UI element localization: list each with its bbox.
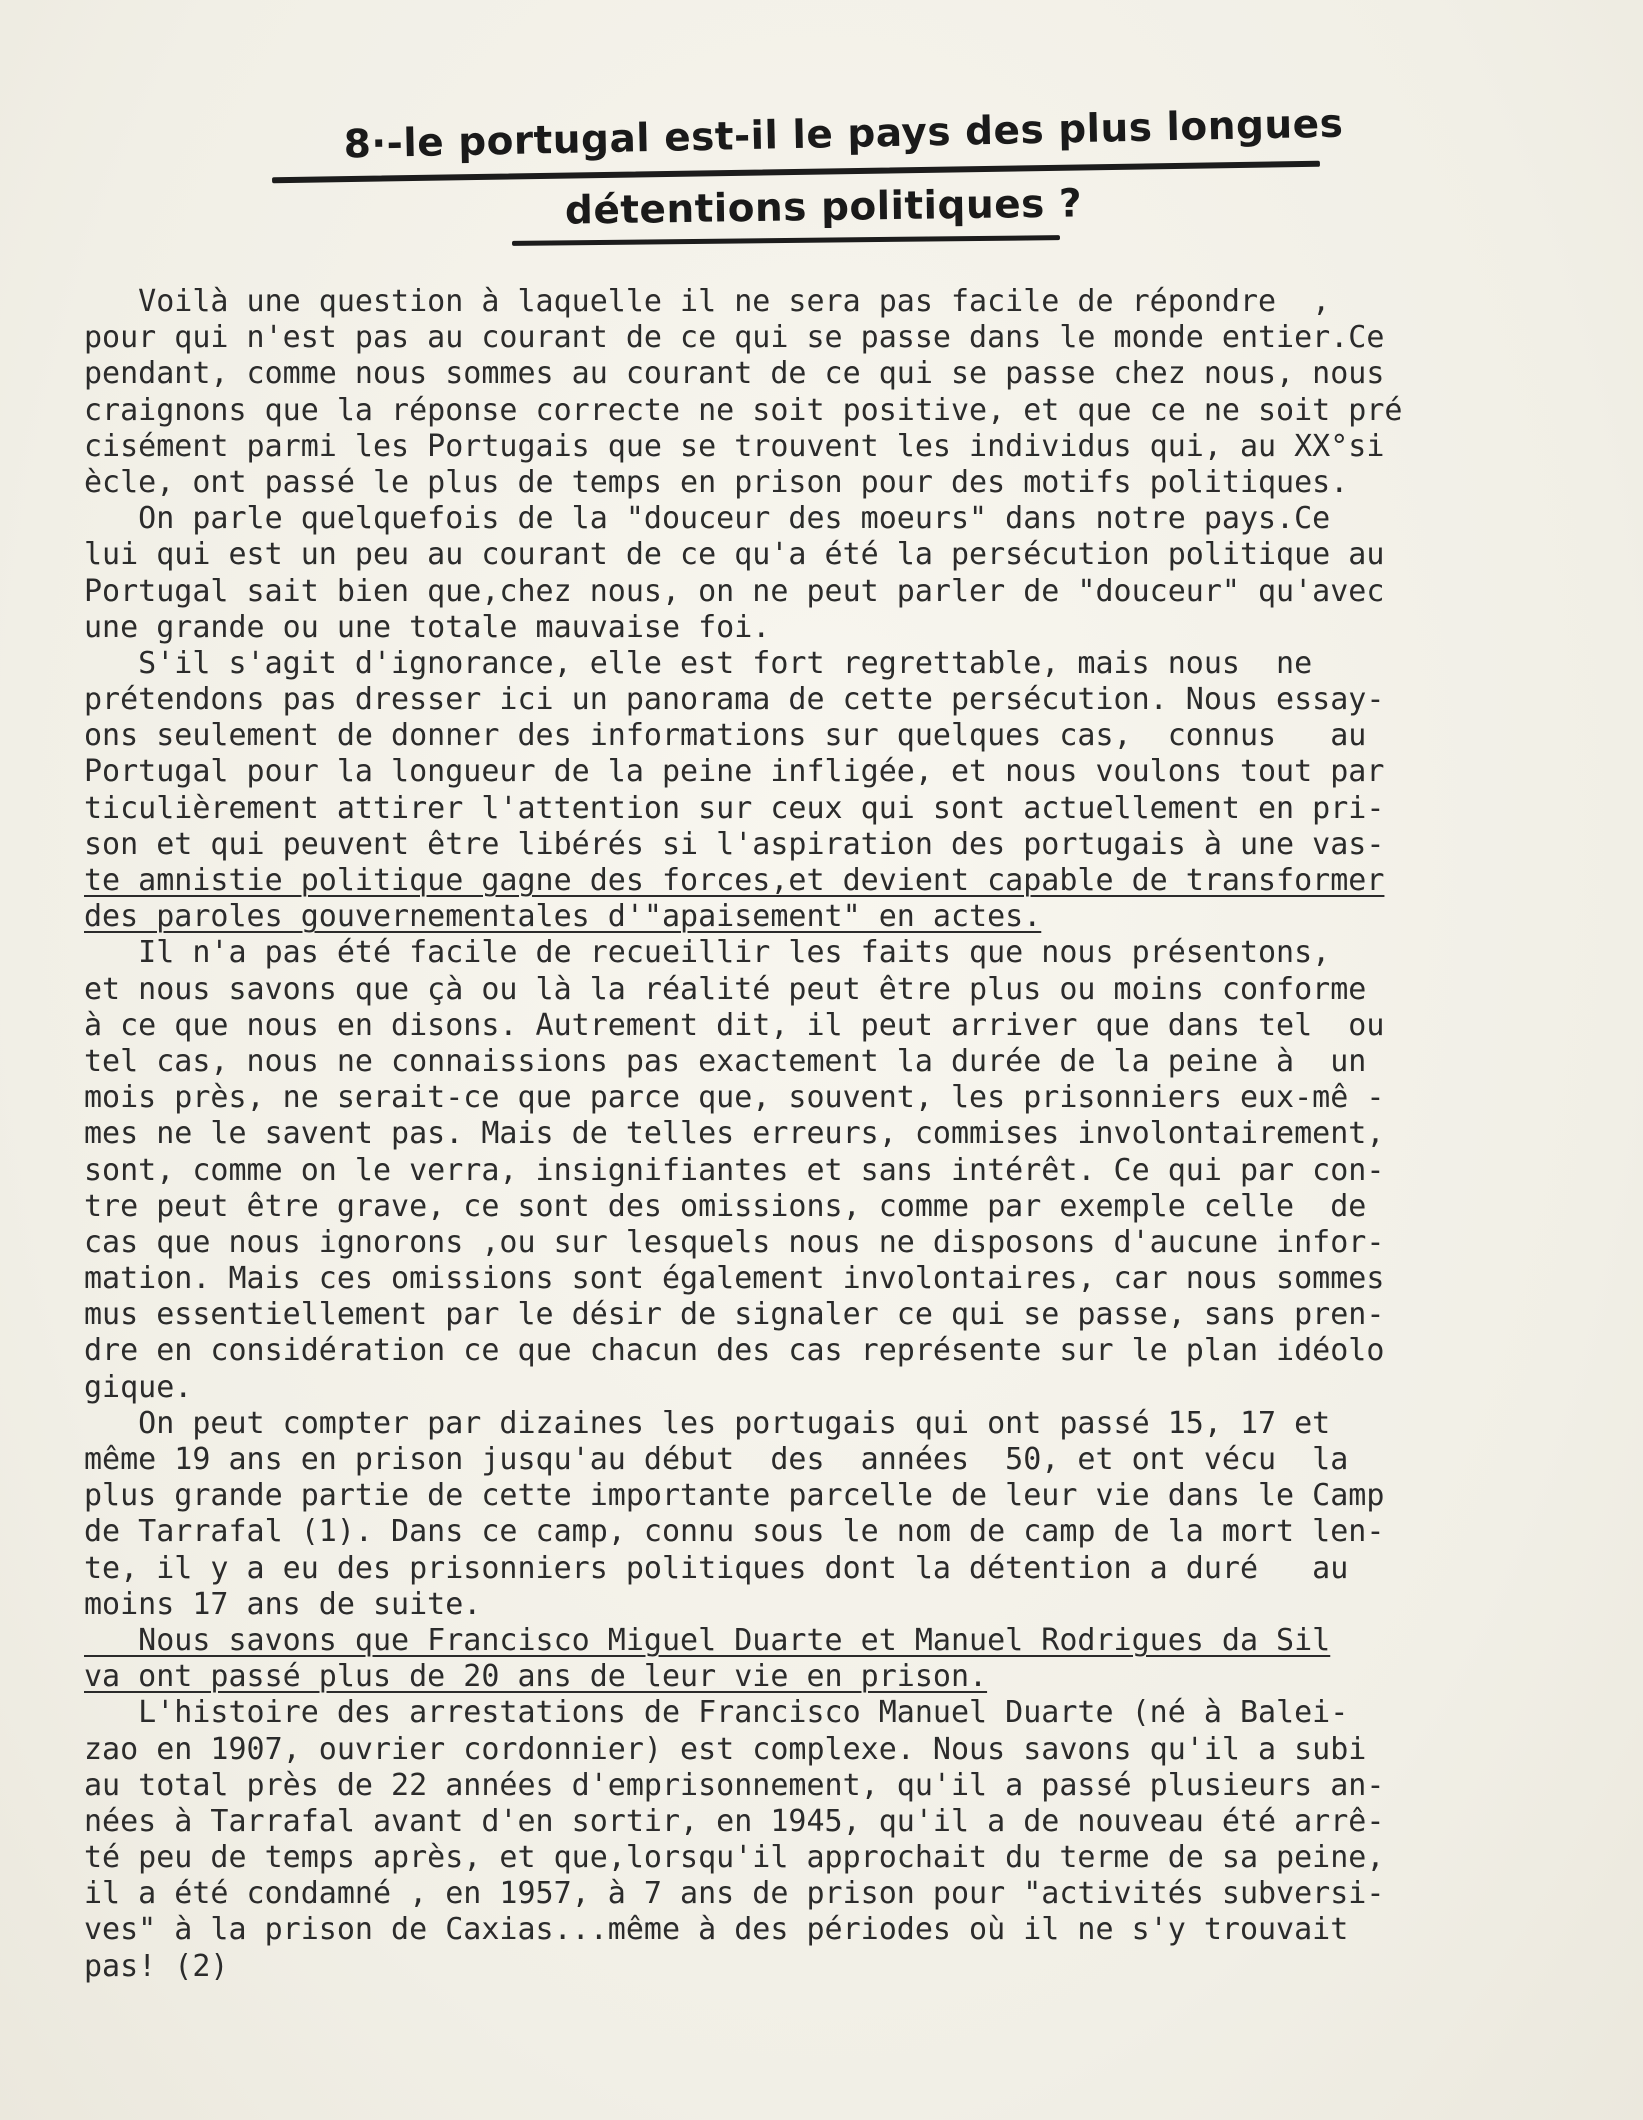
text-line-underlined: des paroles gouvernementales d'"apaisement" en actes. (84, 899, 1042, 935)
text-line: L'histoire des arrestations de Francisco Manuel Duarte (né à Balei- (84, 1695, 1349, 1731)
text-line: On peut compter par dizaines les portugais qui ont passé 15, 17 et (84, 1405, 1331, 1441)
text-line: S'il s'agit d'ignorance, elle est fort regrettable, mais nous ne (84, 645, 1313, 681)
text-line: ves" à la prison de Caxias...même à des périodes où il ne s'y trouvait (84, 1912, 1349, 1948)
text-line: mois près, ne serait-ce que parce que, souvent, les prisonniers eux-mê - (84, 1080, 1385, 1116)
text-line: tel cas, nous ne connaissions pas exactement la durée de la peine à un (84, 1043, 1367, 1079)
text-line: il a été condamné , en 1957, à 7 ans de prison pour "activités subversi- (84, 1876, 1385, 1912)
text-line: ècle, ont passé le plus de temps en prison pour des motifs politiques. (84, 464, 1349, 500)
text-line: craignons que la réponse correcte ne soit positive, et que ce ne soit pré (84, 392, 1403, 428)
text-line: même 19 ans en prison jusqu'au début des années 50, et ont vécu la (84, 1442, 1349, 1477)
text-line: mus essentiellement par le désir de signaler ce qui se passe, sans pren- (84, 1297, 1385, 1333)
body-text (84, 284, 1554, 1985)
text-line: Il n'a pas été facile de recueillir les faits que nous présentons, (84, 935, 1331, 971)
text-line: Portugal pour la longueur de la peine infligée, et nous voulons tout par (84, 754, 1385, 790)
text-line: au total près de 22 années d'emprisonnement, qu'il a passé plusieurs an- (84, 1767, 1385, 1803)
text-line: zao en 1907, ouvrier cordonnier) est complexe. Nous savons qu'il a subi (84, 1731, 1367, 1767)
text-line: une grande ou une totale mauvaise foi. (84, 609, 771, 645)
text-line: ons seulement de donner des informations sur quelques cas, connus au (84, 718, 1367, 754)
text-line-underlined: te amnistie politique gagne des forces,et devient capable de transformer (84, 863, 1385, 898)
text-line: lui qui est un peu au courant de ce qu'a été la persécution politique au (84, 537, 1385, 573)
text-line: cisément parmi les Portugais que se trouvent les individus qui, au XX°si (84, 428, 1385, 464)
title-underline-2 (512, 235, 1060, 246)
text-line: nées à Tarrafal avant d'en sortir, en 1945, qu'il a de nouveau été arrê- (84, 1803, 1385, 1839)
text-line: te, il y a eu des prisonniers politiques dont la détention a duré au (84, 1550, 1349, 1586)
text-line: et nous savons que çà ou là la réalité peut être plus ou moins conforme (84, 971, 1367, 1007)
text-line: pour qui n'est pas au courant de ce qui se passe dans le monde entier.Ce (84, 320, 1385, 356)
text-line: On parle quelquefois de la "douceur des moeurs" dans notre pays.Ce (84, 501, 1331, 537)
text-line: Voilà une question à laquelle il ne sera pas facile de répondre , (84, 284, 1331, 319)
text-line-underlined: va ont passé plus de 20 ans de leur vie en prison. (84, 1659, 988, 1695)
text-line: tre peut être grave, ce sont des omissions, comme par exemple celle de (84, 1188, 1367, 1224)
text-line: à ce que nous en disons. Autrement dit, il peut arriver que dans tel ou (84, 1007, 1385, 1043)
text-line: son et qui peuvent être libérés si l'aspiration des portugais à une vas- (84, 826, 1385, 862)
text-line: mation. Mais ces omissions sont également involontaires, car nous sommes (84, 1261, 1385, 1297)
text-line: sont, comme on le verra, insignifiantes et sans intérêt. Ce qui par con- (84, 1152, 1385, 1188)
text-line: plus grande partie de cette importante parcelle de leur vie dans le Camp (84, 1478, 1385, 1514)
text-line: té peu de temps après, et que,lorsqu'il approchait du terme de sa peine, (84, 1840, 1385, 1876)
title-line-1: 8·-le portugal est-il le pays des plus longues (343, 101, 1344, 168)
text-line: gique. (84, 1369, 193, 1405)
text-line: de Tarrafal (1). Dans ce camp, connu sous le nom de camp de la mort len- (84, 1514, 1385, 1550)
title-line-2: détentions politiques ? (564, 181, 1083, 234)
text-line: pendant, comme nous sommes au courant de ce qui se passe chez nous, nous (84, 356, 1385, 392)
text-line: ticulièrement attirer l'attention sur ceux qui sont actuellement en pri- (84, 790, 1385, 826)
text-line: mes ne le savent pas. Mais de telles erreurs, commises involontairement, (84, 1116, 1385, 1152)
text-line: dre en considération ce que chacun des cas représente sur le plan idéolo (84, 1333, 1385, 1369)
text-line: pas! (2) (84, 1948, 229, 1984)
text-line: moins 17 ans de suite. (84, 1586, 482, 1622)
text-line: prétendons pas dresser ici un panorama de cette persécution. Nous essay- (84, 682, 1385, 718)
text-line: Portugal sait bien que,chez nous, on ne peut parler de "douceur" qu'avec (84, 573, 1385, 609)
text-line: cas que nous ignorons ,ou sur lesquels nous ne disposons d'aucune infor- (84, 1224, 1385, 1260)
text-line-underlined: Nous savons que Francisco Miguel Duarte et Manuel Rodrigues da Sil (84, 1622, 1331, 1658)
